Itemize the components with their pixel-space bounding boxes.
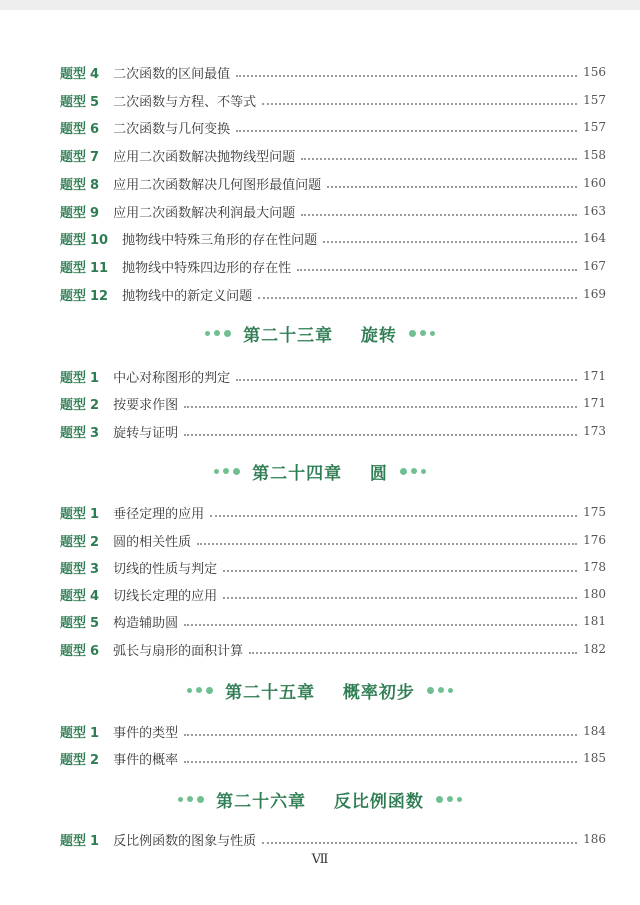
toc-entry[interactable] [60,117,606,137]
chapter-dots-right-icon [427,687,453,694]
entry-page: 175 [583,505,606,519]
leader-dots [197,541,577,545]
entry-tag: 题型 5 [60,94,100,110]
chapter-title: 第二十三章 旋转 [243,325,397,346]
entry-title: 应用二次函数解决几何图形最值问题 [113,177,322,193]
chapter-heading [0,458,640,484]
entry-page: 186 [583,832,606,846]
leader-dots [249,650,577,654]
entry-page: 171 [583,369,606,383]
toc-entry[interactable] [60,393,606,413]
entry-tag: 题型 6 [60,643,100,659]
toc-entry[interactable] [60,639,606,659]
entry-tag: 题型 1 [60,725,100,741]
entry-tag: 题型 3 [60,561,100,577]
entry-page: 156 [583,65,606,79]
entry-title: 构造辅助圆 [113,615,179,631]
entry-title: 二次函数的区间最值 [113,66,231,82]
toc-entry[interactable] [60,201,606,221]
toc-entry[interactable] [60,366,606,386]
leader-dots [184,432,577,436]
entry-tag: 题型 1 [60,506,100,522]
entry-title: 二次函数与几何变换 [113,121,231,137]
leader-dots [236,377,577,381]
entry-tag: 题型 2 [60,752,100,768]
entry-page: 176 [583,533,606,547]
entry-tag: 题型 10 [60,232,109,248]
chapter-heading [0,320,640,346]
chapter-dots-right-icon [409,330,435,337]
entry-title: 抛物线中的新定义问题 [122,288,253,304]
toc-entry[interactable] [60,228,606,248]
entry-page: 157 [583,120,606,134]
entry-title: 应用二次函数解决利润最大问题 [113,205,296,221]
entry-page: 157 [583,93,606,107]
entry-page: 158 [583,148,606,162]
leader-dots [258,295,577,299]
entry-title: 抛物线中特殊三角形的存在性问题 [122,232,318,248]
entry-page: 171 [583,396,606,410]
entry-title: 反比例函数的图象与性质 [113,833,257,849]
entry-page: 160 [583,176,606,190]
entry-title: 按要求作图 [113,397,179,413]
leader-dots [301,212,577,216]
chapter-heading [0,786,640,812]
entry-page: 167 [583,259,606,273]
entry-title: 圆的相关性质 [113,534,192,550]
chapter-dots-left-icon [214,468,240,475]
leader-dots [223,568,577,572]
entry-tag: 题型 11 [60,260,109,276]
entry-title: 切线长定理的应用 [113,588,218,604]
entry-tag: 题型 5 [60,615,100,631]
entry-tag: 题型 8 [60,177,100,193]
leader-dots [223,595,577,599]
toc-entry[interactable] [60,90,606,110]
leader-dots [301,156,577,160]
toc-entry[interactable] [60,62,606,82]
toc-entry[interactable] [60,421,606,441]
entry-page: 180 [583,587,606,601]
entry-tag: 题型 6 [60,121,100,137]
entry-title: 二次函数与方程、不等式 [113,94,257,110]
toc-entry[interactable] [60,530,606,550]
entry-page: 185 [583,751,606,765]
entry-tag: 题型 1 [60,370,100,386]
entry-title: 中心对称图形的判定 [113,370,231,386]
leader-dots [236,128,577,132]
entry-title: 弧长与扇形的面积计算 [113,643,244,659]
entry-tag: 题型 9 [60,205,100,221]
entry-page: 178 [583,560,606,574]
chapter-dots-right-icon [436,796,462,803]
leader-dots [297,267,577,271]
leader-dots [184,732,577,736]
entry-tag: 题型 4 [60,66,100,82]
entry-tag: 题型 7 [60,149,100,165]
leader-dots [184,404,577,408]
entry-page: 169 [583,287,606,301]
leader-dots [184,759,577,763]
entry-tag: 题型 4 [60,588,100,604]
leader-dots [236,73,577,77]
toc-entry[interactable] [60,721,606,741]
entry-tag: 题型 1 [60,833,100,849]
entry-page: 173 [583,424,606,438]
leader-dots [323,239,577,243]
leader-dots [327,184,577,188]
leader-dots [262,101,577,105]
toc-entry[interactable] [60,584,606,604]
leader-dots [184,622,577,626]
chapter-title: 第二十四章 圆 [252,463,388,484]
entry-tag: 题型 2 [60,397,100,413]
entry-page: 184 [583,724,606,738]
chapter-title: 第二十六章 反比例函数 [216,791,424,812]
chapter-dots-left-icon [205,330,231,337]
toc-entry[interactable] [60,502,606,522]
toc-entry[interactable] [60,173,606,193]
chapter-dots-left-icon [178,796,204,803]
entry-title: 事件的类型 [113,725,179,741]
toc-entry[interactable] [60,748,606,768]
leader-dots [210,513,577,517]
chapter-title: 第二十五章 概率初步 [225,682,415,703]
toc-entry[interactable] [60,256,606,276]
toc-entry[interactable] [60,284,606,304]
toc-entry[interactable] [60,145,606,165]
entry-page: 164 [583,231,606,245]
entry-tag: 题型 3 [60,425,100,441]
entry-title: 应用二次函数解决抛物线型问题 [113,149,296,165]
entry-title: 事件的概率 [113,752,179,768]
entry-title: 抛物线中特殊四边形的存在性 [122,260,292,276]
page-top-edge [0,0,640,10]
entry-title: 垂径定理的应用 [113,506,205,522]
entry-tag: 题型 12 [60,288,109,304]
leader-dots [262,840,577,844]
page-number-footer: Ⅶ [311,852,329,867]
toc-entry[interactable] [60,829,606,849]
chapter-dots-left-icon [187,687,213,694]
entry-title: 旋转与证明 [113,425,179,441]
entry-page: 181 [583,614,606,628]
entry-page: 182 [583,642,606,656]
entry-page: 163 [583,204,606,218]
toc-entry[interactable] [60,611,606,631]
chapter-heading [0,677,640,703]
entry-tag: 题型 2 [60,534,100,550]
toc-entry[interactable] [60,557,606,577]
chapter-dots-right-icon [400,468,426,475]
entry-title: 切线的性质与判定 [113,561,218,577]
